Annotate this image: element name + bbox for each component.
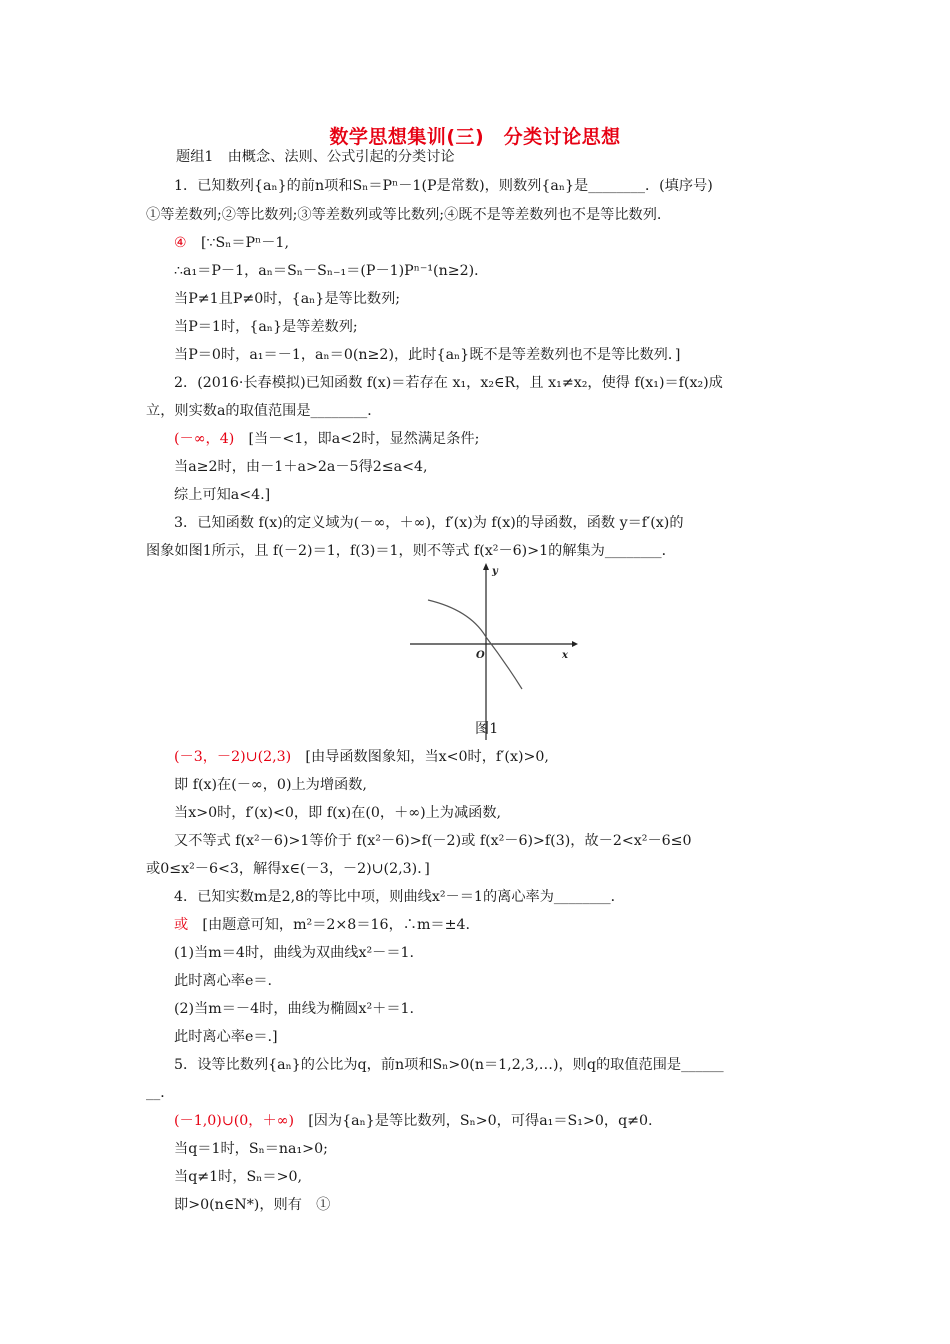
problem-1-solution-3: 当P≠1且P≠0时，{aₙ}是等比数列; bbox=[174, 291, 401, 307]
problem-2-solution-2: 当a≥2时，由－1＋a>2a－5得2≤a<4, bbox=[174, 459, 428, 475]
origin-label: O bbox=[476, 650, 485, 661]
problem-2-question: 2．(2016·长春模拟)已知函数 f(x)＝若存在 x₁，x₂∈R，且 x₁≠x₂，使得 f(x₁)＝f(x₂)成 bbox=[174, 375, 723, 391]
problem-5-question: 5．设等比数列{aₙ}的公比为q，前n项和Sₙ>0(n＝1,2,3,…)，则q的取值范围是______ bbox=[174, 1057, 724, 1073]
problem-3-question-cont: 图象如图1所示，且 f(－2)＝1，f(3)＝1，则不等式 f(x²－6)>1的解集为________． bbox=[146, 543, 676, 559]
problem-2-answer-line bbox=[174, 429, 844, 449]
problem-3-solution-5: 或0≤x²－6<3，解得x∈(－3，－2)∪(2,3)．] bbox=[146, 861, 430, 877]
problem-5-answer-line bbox=[174, 1111, 844, 1131]
problem-1-solution-5: 当P＝0时，a₁＝－1，aₙ＝0(n≥2)，此时{aₙ}既不是等差数列也不是等比数列．] bbox=[174, 347, 681, 363]
page-title: 数学思想集训(三) 分类讨论思想 bbox=[329, 126, 621, 148]
problem-4-solution-2: (1)当m＝4时，曲线为双曲线x²－＝1. bbox=[174, 945, 415, 961]
x-axis-arrow bbox=[572, 641, 578, 647]
problem-2-solution-1: [当－<1，即a<2时，显然满足条件; bbox=[248, 431, 480, 447]
problem-1-question: 1．已知数列{aₙ}的前n项和Sₙ＝Pⁿ－1(P是常数)，则数列{aₙ}是________．(填序号) bbox=[174, 178, 713, 194]
group-heading: 题组1 由概念、法则、公式引起的分类讨论 bbox=[176, 149, 455, 165]
problem-2-solution-3: 综上可知a<4.] bbox=[174, 487, 271, 503]
x-axis-label: x bbox=[562, 650, 568, 661]
problem-1-answer: ④ bbox=[174, 235, 187, 251]
problem-3-answer-line bbox=[174, 747, 844, 767]
problem-5-solution-3: 当q≠1时，Sₙ＝>0, bbox=[174, 1169, 303, 1185]
problem-3-question: 3．已知函数 f(x)的定义域为(－∞，＋∞)，f′(x)为 f(x)的导函数，函数 y＝f′(x)的 bbox=[174, 515, 684, 531]
problem-1-answer-line bbox=[174, 233, 844, 253]
problem-4-answer: 或 bbox=[174, 917, 189, 933]
problem-3-solution-3: 当x>0时，f′(x)<0，即 f(x)在(0，＋∞)上为减函数, bbox=[174, 805, 502, 821]
y-axis-arrow bbox=[483, 563, 489, 570]
problem-2-answer: (－∞，4) bbox=[174, 431, 235, 447]
derivative-graph-figure bbox=[410, 562, 580, 742]
problem-4-solution-1: [由题意可知，m²＝2×8＝16，∴m＝±4. bbox=[202, 917, 471, 933]
problem-4-solution-5: 此时离心率e＝.] bbox=[174, 1029, 278, 1045]
y-axis-label: y bbox=[492, 566, 498, 577]
problem-5-solution-2: 当q＝1时，Sₙ＝na₁>0; bbox=[174, 1141, 328, 1157]
problem-4-question: 4．已知实数m是2,8的等比中项，则曲线x²－＝1的离心率为________． bbox=[174, 889, 625, 905]
problem-1-options: ①等差数列;②等比数列;③等差数列或等比数列;④既不是等差数列也不是等比数列. bbox=[146, 207, 662, 223]
problem-4-answer-line bbox=[174, 915, 844, 935]
problem-5-question-cont: __． bbox=[146, 1085, 175, 1101]
problem-5-solution-4: 即>0(n∈N*)，则有 ① bbox=[174, 1197, 331, 1213]
problem-2-question-cont: 立，则实数a的取值范围是________． bbox=[146, 403, 382, 419]
problem-3-solution-4: 又不等式 f(x²－6)>1等价于 f(x²－6)>f(－2)或 f(x²－6)>f(3)，故－2<x²－6≤0 bbox=[174, 833, 692, 849]
figure-caption: 图1 bbox=[475, 721, 499, 737]
problem-3-solution-1: [由导函数图象知，当x<0时，f′(x)>0, bbox=[305, 749, 549, 765]
problem-5-solution-1: [因为{aₙ}是等比数列，Sₙ>0，可得a₁＝S₁>0，q≠0. bbox=[308, 1113, 653, 1129]
problem-1-solution-1: [∵Sₙ＝Pⁿ－1, bbox=[200, 235, 289, 251]
problem-1-solution-4: 当P＝1时，{aₙ}是等差数列; bbox=[174, 319, 358, 335]
problem-3-solution-2: 即 f(x)在(－∞，0)上为增函数, bbox=[174, 777, 367, 793]
problem-4-solution-4: (2)当m＝－4时，曲线为椭圆x²＋＝1. bbox=[174, 1001, 415, 1017]
problem-1-solution-2: ∴a₁＝P－1，aₙ＝Sₙ－Sₙ₋₁＝(P－1)Pⁿ⁻¹(n≥2)． bbox=[174, 263, 489, 279]
problem-3-answer: (－3，－2)∪(2,3) bbox=[174, 749, 292, 765]
problem-5-answer: (－1,0)∪(0，＋∞) bbox=[174, 1113, 294, 1129]
problem-4-solution-3: 此时离心率e＝. bbox=[174, 973, 273, 989]
